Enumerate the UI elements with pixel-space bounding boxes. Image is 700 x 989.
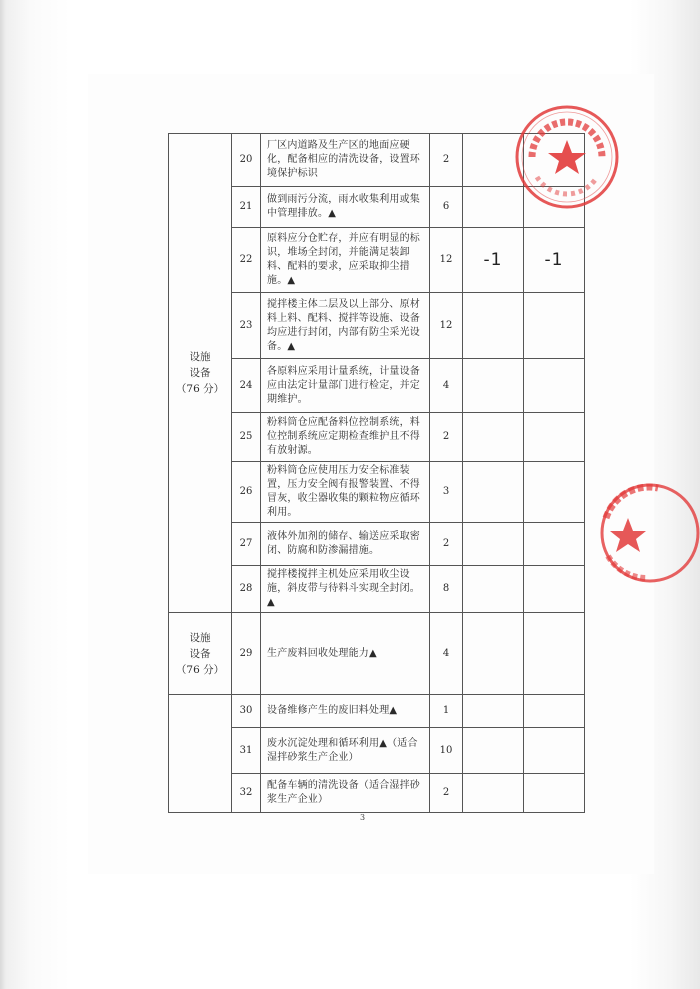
table-row — [169, 462, 585, 523]
self-score — [463, 462, 524, 523]
item-score: 1 — [430, 695, 463, 728]
item-description: 厂区内道路及生产区的地面应硬化，配备相应的清洗设备，设置环境保护标识 — [261, 134, 430, 187]
item-description: 粉料筒仓应使用压力安全标准装置，压力安全阀有报警装置、不得冒灰，收尘器收集的颗粒物应循环利用。 — [261, 462, 430, 523]
item-score: 8 — [430, 566, 463, 613]
category-label: 设施 设备 （76 分） — [175, 351, 225, 395]
self-score: -1 — [463, 228, 524, 293]
check-score — [524, 613, 585, 695]
item-number: 25 — [232, 413, 261, 462]
table-row — [169, 774, 585, 813]
item-number: 28 — [232, 566, 261, 613]
item-number: 22 — [232, 228, 261, 293]
check-score — [524, 413, 585, 462]
check-score — [524, 523, 585, 566]
table-row — [169, 134, 585, 187]
check-score — [524, 187, 585, 228]
check-score — [524, 293, 585, 359]
table-row — [169, 523, 585, 566]
item-description: 液体外加剂的储存、输送应采取密闭、防腐和防渗漏措施。 — [261, 523, 430, 566]
item-description: 搅拌楼主体二层及以上部分、原材料上料、配料、搅拌等设施、设备均应进行封闭，内部有防尘采光设备。▲ — [261, 293, 430, 359]
check-score — [524, 566, 585, 613]
self-score — [463, 293, 524, 359]
item-description: 做到雨污分流，雨水收集利用或集中管理排放。▲ — [261, 187, 430, 228]
item-description: 废水沉淀处理和循环利用▲（适合湿拌砂浆生产企业） — [261, 728, 430, 774]
item-number: 23 — [232, 293, 261, 359]
item-score: 6 — [430, 187, 463, 228]
self-score — [463, 413, 524, 462]
table-row — [169, 413, 585, 462]
self-score — [463, 613, 524, 695]
item-score: 2 — [430, 134, 463, 187]
self-score — [463, 695, 524, 728]
self-score — [463, 187, 524, 228]
item-number: 21 — [232, 187, 261, 228]
category-cell — [169, 613, 232, 695]
item-number: 24 — [232, 359, 261, 413]
item-score: 10 — [430, 728, 463, 774]
category-cell — [169, 134, 232, 613]
table-row — [169, 359, 585, 413]
page-number: 3 — [360, 813, 366, 822]
item-description: 各原料应采用计量系统，计量设备应由法定计量部门进行检定，并定期维护。 — [261, 359, 430, 413]
check-score: -1 — [524, 228, 585, 293]
item-description: 粉料筒仓应配备料位控制系统，料位控制系统应定期检查维护且不得有放射源。 — [261, 413, 430, 462]
item-score: 2 — [430, 774, 463, 813]
check-score — [524, 728, 585, 774]
item-number: 30 — [232, 695, 261, 728]
item-number: 20 — [232, 134, 261, 187]
self-score — [463, 774, 524, 813]
item-description: 设备维修产生的废旧料处理▲ — [261, 695, 430, 728]
table-row — [169, 293, 585, 359]
category-label: 设施 设备 （76 分） — [175, 631, 225, 676]
assessment-table — [168, 133, 585, 813]
self-score — [463, 566, 524, 613]
item-number: 32 — [232, 774, 261, 813]
table-row — [169, 613, 585, 695]
item-score: 2 — [430, 523, 463, 566]
table-row — [169, 695, 585, 728]
table-row — [169, 187, 585, 228]
table-row — [169, 728, 585, 774]
item-number: 29 — [232, 613, 261, 695]
item-score: 12 — [430, 228, 463, 293]
self-score — [463, 728, 524, 774]
item-score: 4 — [430, 613, 463, 695]
self-score — [463, 134, 524, 187]
item-description: 原料应分仓贮存，并应有明显的标识，堆场全封闭，并能满足装卸料、配料的要求，应采取抑尘措施。▲ — [261, 228, 430, 293]
item-number: 27 — [232, 523, 261, 566]
check-score — [524, 774, 585, 813]
item-description: 配备车辆的清洗设备（适合湿拌砂浆生产企业） — [261, 774, 430, 813]
self-score — [463, 523, 524, 566]
table-row — [169, 228, 585, 293]
check-score — [524, 359, 585, 413]
category-cell — [169, 695, 232, 813]
item-description: 生产废料回收处理能力▲ — [261, 613, 430, 695]
check-score — [524, 462, 585, 523]
item-score: 4 — [430, 359, 463, 413]
self-score — [463, 359, 524, 413]
item-description: 搅拌楼搅拌主机处应采用收尘设施，斜皮带与待料斗实现全封闭。▲ — [261, 566, 430, 613]
item-number: 31 — [232, 728, 261, 774]
item-score: 12 — [430, 293, 463, 359]
check-score — [524, 134, 585, 187]
check-score — [524, 695, 585, 728]
table-row — [169, 566, 585, 613]
item-number: 26 — [232, 462, 261, 523]
item-score: 3 — [430, 462, 463, 523]
item-score: 2 — [430, 413, 463, 462]
